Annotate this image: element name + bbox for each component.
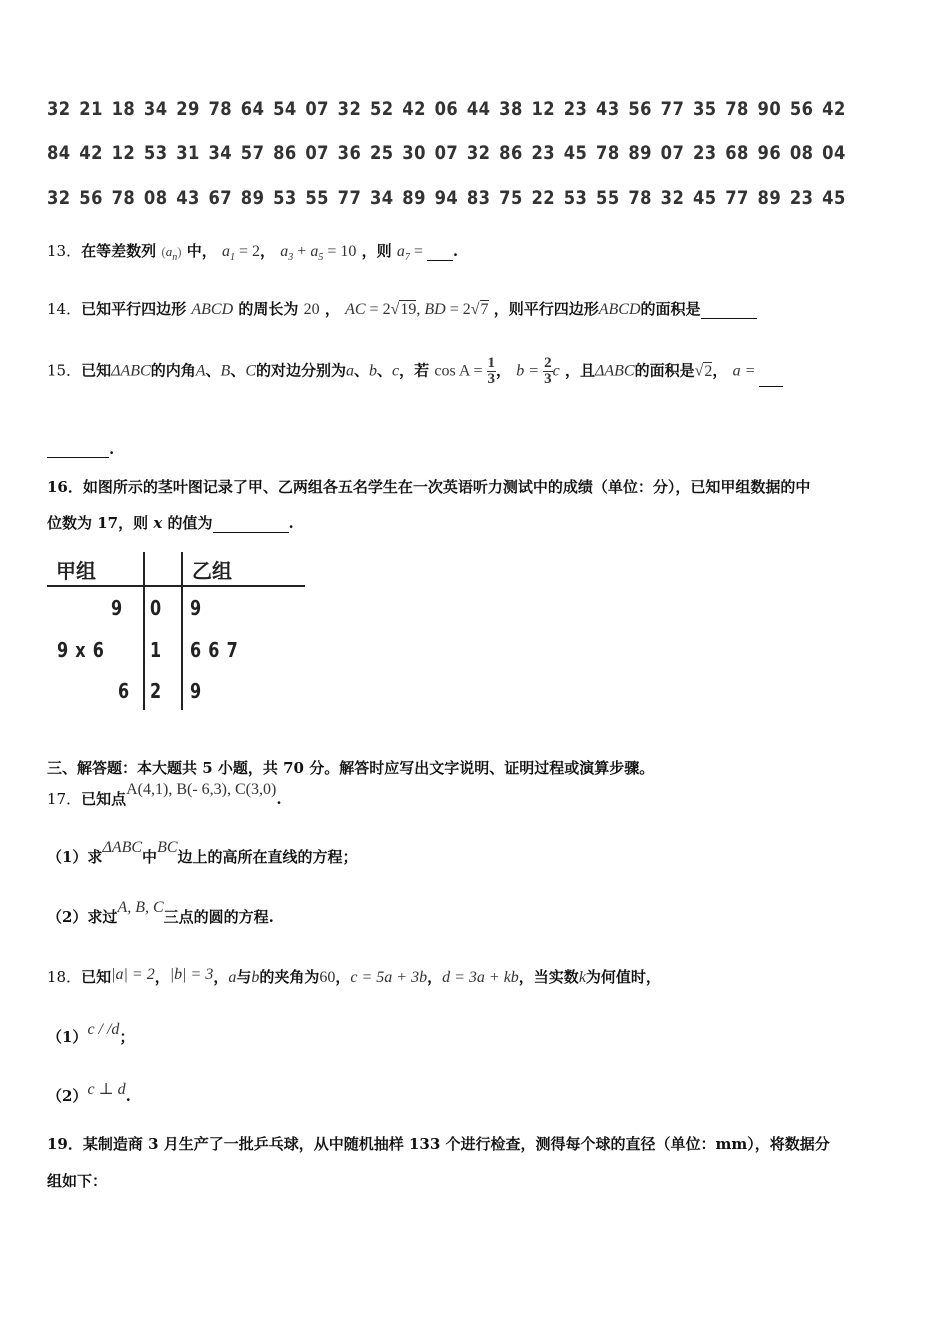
stem-leaf-row2-stem: 1 — [150, 638, 162, 662]
random-table-row-2: 84 42 12 53 31 34 57 86 07 36 25 30 07 32 86 23 45 78 89 07 23 68 96 08 04 — [47, 142, 846, 164]
answer-blank-13[interactable] — [427, 246, 453, 261]
answer-blank-14[interactable] — [701, 304, 757, 319]
stem-leaf-row2-right: 6 6 7 — [190, 638, 238, 662]
stem-leaf-row3-left: 6 — [118, 679, 130, 703]
question-19-line1: 19．某制造商 3 月生产了一批乒乓球，从中随机抽样 133 个进行检查，测得每个球的直径（单位：mm），将数据分 — [47, 1135, 830, 1153]
stem-leaf-row1-left: 9 — [111, 596, 123, 620]
stem-leaf-divider-right — [181, 552, 183, 710]
question-18: 18．已知|a| = 2，|b| = 3，a与b的夹角为60，c = 5a + 3b，d = 3a + kb，当实数k为何值时， — [47, 966, 661, 986]
question-17-part1: （1）求ΔABC中BC边上的高所在直线的方程； — [47, 839, 358, 866]
section-3-heading: 三、解答题：本大题共 5 小题，共 70 分。解答时应写出文字说明、证明过程或演算步骤。 — [47, 759, 655, 777]
stem-leaf-row1-right: 9 — [190, 596, 202, 620]
stem-leaf-row2-left: 9 x 6 — [57, 638, 104, 662]
stem-leaf-right-header: 乙组 — [192, 559, 232, 583]
question-15-continuation: . — [47, 440, 114, 458]
stem-leaf-divider-left — [143, 552, 145, 710]
question-16-line1: 16．如图所示的茎叶图记录了甲、乙两组各五名学生在一次英语听力测试中的成绩（单位：分），已知甲组数据的中 — [47, 478, 811, 496]
question-16-line2: 位数为 17，则 x 的值为 . — [47, 514, 294, 532]
stem-leaf-row3-stem: 2 — [150, 679, 162, 703]
question-15: 15．已知ΔABC的内角A、B、C的对边分别为a、b、c，若 cos A = $\frac{1}{3}$ ， b = $\frac{2}{3}$ c ，且ΔABC的面积是√2， a = — [47, 356, 783, 387]
stem-leaf-header-divider — [47, 585, 305, 587]
answer-blank-16[interactable] — [213, 518, 289, 533]
stem-leaf-left-header: 甲组 — [56, 559, 96, 583]
random-table-row-1: 32 21 18 34 29 78 64 54 07 32 52 42 06 44 38 12 23 43 56 77 35 78 90 56 42 — [47, 98, 846, 120]
stem-leaf-row1-stem: 0 — [150, 596, 162, 620]
question-18-part1: （1）c / /d； — [47, 1021, 135, 1046]
question-19-line2: 组如下： — [47, 1172, 108, 1190]
answer-blank-15b[interactable] — [47, 443, 109, 458]
question-18-part2: （2）c ⊥ d. — [47, 1081, 131, 1105]
question-17: 17．已知点A(4,1), B(- 6,3), C(3,0). — [47, 781, 282, 808]
answer-blank-15a[interactable] — [759, 372, 783, 387]
question-14: 14．已知平行四边形 ABCD 的周长为 20 ， AC = 2√19, BD = 2√7 ，则平行四边形ABCD的面积是 — [47, 298, 757, 319]
question-13: 13．在等差数列 $(a_n)$ 中， $a_1 = 2$， $a_3 + a_5 = 10$ ，则 $a_7$ = . — [47, 242, 459, 263]
random-table-row-3: 32 56 78 08 43 67 89 53 55 77 34 89 94 83 75 22 53 55 78 32 45 77 89 23 45 — [47, 187, 846, 209]
stem-leaf-row3-right: 9 — [190, 679, 202, 703]
question-17-part2: （2）求过A, B, C三点的圆的方程. — [47, 899, 274, 926]
